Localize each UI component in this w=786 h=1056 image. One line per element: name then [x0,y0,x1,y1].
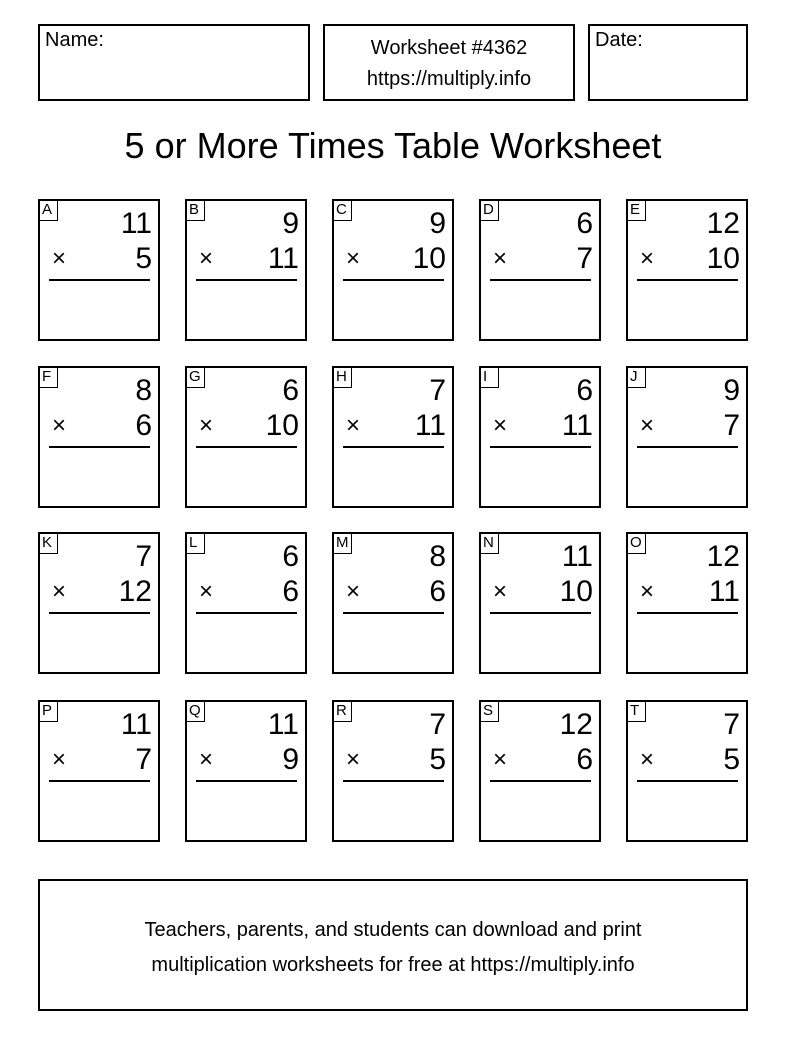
answer-line [343,780,444,782]
problem-card[interactable] [626,532,748,674]
problem-letter: F [38,366,58,388]
problem-letter: A [38,199,58,221]
problem-letter: T [626,700,646,722]
problem-top-number: 11 [267,708,299,741]
problem-bottom-number: 11 [414,409,446,442]
multiply-sign: × [199,746,214,773]
problem-card[interactable] [479,366,601,508]
problem-letter: K [38,532,58,554]
problem-top-number: 6 [282,540,299,573]
problem-top-number: 11 [561,540,593,573]
answer-line [343,612,444,614]
problem-letter: P [38,700,58,722]
problem-top-number: 6 [576,374,593,407]
problem-card[interactable] [38,199,160,341]
multiply-sign: × [346,412,361,439]
problem-letter: L [185,532,205,554]
problem-card[interactable] [332,199,454,341]
multiply-sign: × [52,746,67,773]
problem-card[interactable] [185,532,307,674]
problem-card[interactable] [38,532,160,674]
answer-line [49,612,150,614]
name-label: Name: [45,29,104,51]
multiply-sign: × [346,746,361,773]
problem-bottom-number: 11 [561,409,593,442]
problem-card[interactable] [626,199,748,341]
problem-card[interactable] [626,366,748,508]
answer-line [343,446,444,448]
answer-line [490,612,591,614]
multiply-sign: × [493,412,508,439]
multiply-sign: × [493,746,508,773]
problem-letter: N [479,532,499,554]
footer-text [40,913,746,983]
problem-card[interactable] [185,199,307,341]
problem-letter: J [626,366,646,388]
answer-line [637,279,738,281]
problem-top-number: 12 [559,708,593,741]
problem-top-number: 7 [723,708,740,741]
answer-line [49,446,150,448]
problem-letter: H [332,366,352,388]
answer-line [490,446,591,448]
problem-card[interactable] [38,700,160,842]
multiply-sign: × [640,412,655,439]
multiply-sign: × [640,245,655,272]
problem-top-number: 6 [282,374,299,407]
footer-line-1: Teachers, parents, and students can download and print [144,919,642,941]
date-label: Date: [595,29,643,51]
footer-box [38,879,748,1011]
problem-top-number: 8 [429,540,446,573]
problem-bottom-number: 11 [708,575,740,608]
problem-letter: E [626,199,646,221]
answer-line [343,279,444,281]
problem-top-number: 8 [135,374,152,407]
problem-card[interactable] [332,366,454,508]
answer-line [637,612,738,614]
problem-letter: G [185,366,205,388]
problem-card[interactable] [185,700,307,842]
worksheet-number: Worksheet #4362 [370,37,528,59]
problem-bottom-number: 6 [576,743,593,776]
answer-line [490,780,591,782]
problem-bottom-number: 10 [412,242,446,275]
problem-bottom-number: 10 [706,242,740,275]
multiply-sign: × [493,245,508,272]
problem-top-number: 12 [706,540,740,573]
problem-top-number: 12 [706,207,740,240]
multiply-sign: × [640,578,655,605]
multiply-sign: × [199,578,214,605]
multiply-sign: × [640,746,655,773]
problem-letter: C [332,199,352,221]
problem-letter: R [332,700,352,722]
problem-card[interactable] [479,199,601,341]
answer-line [196,446,297,448]
problem-letter: D [479,199,499,221]
multiply-sign: × [52,245,67,272]
problem-letter: I [479,366,499,388]
problem-card[interactable] [38,366,160,508]
answer-line [49,279,150,281]
answer-line [196,780,297,782]
problem-bottom-number: 12 [118,575,152,608]
multiply-sign: × [346,578,361,605]
problem-top-number: 11 [120,708,152,741]
problem-bottom-number: 5 [135,242,152,275]
problem-bottom-number: 6 [429,575,446,608]
worksheet-url: https://multiply.info [366,68,532,90]
problem-card[interactable] [332,700,454,842]
multiply-sign: × [52,578,67,605]
problem-top-number: 9 [723,374,740,407]
problem-bottom-number: 5 [429,743,446,776]
multiply-sign: × [199,412,214,439]
problem-top-number: 9 [429,207,446,240]
answer-line [490,279,591,281]
problem-top-number: 7 [135,540,152,573]
answer-line [49,780,150,782]
multiply-sign: × [52,412,67,439]
problem-letter: B [185,199,205,221]
multiply-sign: × [346,245,361,272]
answer-line [637,780,738,782]
answer-line [637,446,738,448]
problem-bottom-number: 6 [282,575,299,608]
page-title: 5 or More Times Table Worksheet [124,125,662,166]
problem-bottom-number: 5 [723,743,740,776]
problem-top-number: 11 [120,207,152,240]
problem-bottom-number: 11 [267,242,299,275]
problem-card[interactable] [185,366,307,508]
answer-line [196,612,297,614]
problem-card[interactable] [332,532,454,674]
problem-top-number: 7 [429,708,446,741]
problem-bottom-number: 10 [559,575,593,608]
problem-letter: S [479,700,499,722]
problem-bottom-number: 9 [282,743,299,776]
multiply-sign: × [199,245,214,272]
problem-top-number: 6 [576,207,593,240]
problem-letter: M [332,532,352,554]
problem-bottom-number: 6 [135,409,152,442]
problem-card[interactable] [479,532,601,674]
problem-bottom-number: 7 [723,409,740,442]
problem-bottom-number: 7 [135,743,152,776]
problem-top-number: 9 [282,207,299,240]
footer-line-2: multiplication worksheets for free at https://multiply.info [151,954,635,976]
problem-card[interactable] [479,700,601,842]
problem-letter: Q [185,700,205,722]
problem-letter: O [626,532,646,554]
problem-top-number: 7 [429,374,446,407]
problem-card[interactable] [626,700,748,842]
multiply-sign: × [493,578,508,605]
answer-line [196,279,297,281]
problem-bottom-number: 10 [265,409,299,442]
problem-bottom-number: 7 [576,242,593,275]
